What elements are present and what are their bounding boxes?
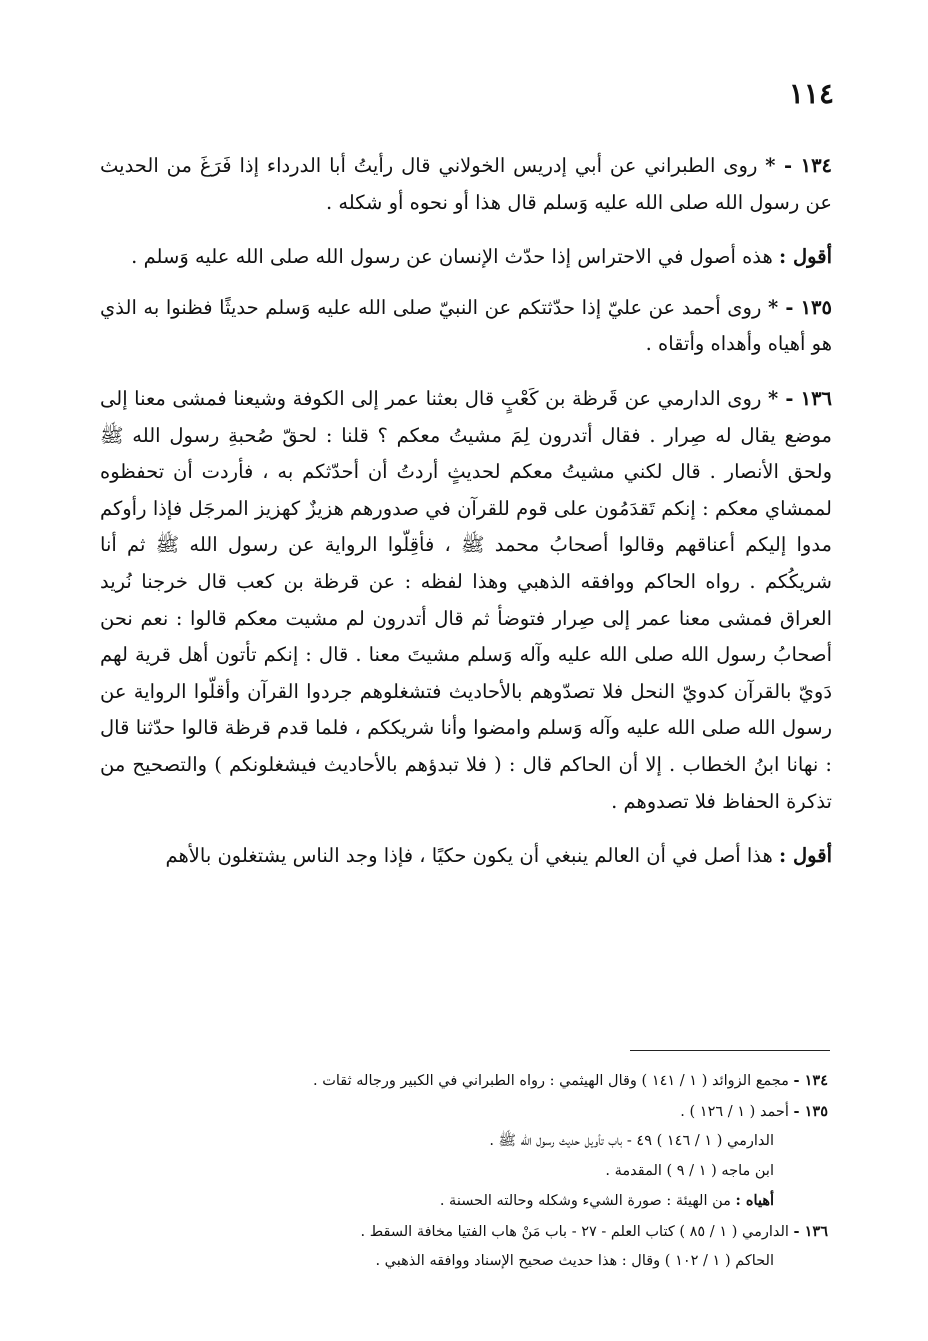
footnote bbox=[108, 1127, 828, 1157]
footnote-text: الدارمي ( ١ / ٨٥ ) كتاب العلم - ٢٧ - باب مَنْ هاب الفتيا مخافة السقط . bbox=[360, 1223, 789, 1240]
paragraph-text: روى الدارمي عن قَرظة بن كَعْبٍ قال بعثنا عمر إلى الكوفة وشيعنا فمشى معنا إلى موضع يقال له صِرار . فقال أتدرون لِمَ مشيتُ معكم ؟ قلنا : لحقّ صُحبةِ رسول الله ﷺ ولحق الأنصار . قال لكني مشيتُ معكم لحديثٍ أردتُ أن أحدّثكم به ، فأردت أن تحفظوه لممشاي معكم : إنكم تَقدَمُون على قوم للقرآن في صدورهم هزيزٌ كهزيز المرجَل فإذا رأوكم مدوا إليكم أعناقهم وقالوا أصحابُ محمد ﷺ ، فأقِلّوا الرواية عن رسول الله ﷺ ثم أنا شريكُكم . رواه الحاكم ووافقه الذهبي وهذا لفظه : عن قرظة بن كعب قال خرجنا نُريد العراق فمشى معنا عمر إلى صِرار فتوضأ ثم قال أتدرون لم مشيت معكم قالوا : نعم نحن أصحابُ رسول الله صلى الله عليه وآله وَسلم مشيتَ معنا . قال : إنكم تأتون أهل قرية لهم دَويّ بالقرآن كدويّ النحل فلا تصدّوهم بالأحاديث فتشغلوهم جردوا القرآن وأقلّوا الرواية عن رسول الله صلى الله عليه وآله وَسلم وامضوا وأنا شريككم ، فلما قدم قرظة قالوا حدّثنا قال : نهانا ابنُ الخطاب . إلا أن الحاكم قال : ( فلا تبدؤهم بالأحاديث فيشغلونكم ) والتصحيح من تذكرة الحفاظ فلا تصدوهم . bbox=[100, 386, 832, 813]
comment-lead: أقول : bbox=[779, 245, 832, 269]
footnote-text: مجمع الزوائد ( ١ / ١٤١ ) وقال الهيثمي : رواه الطبراني في الكبير ورجاله ثقات . bbox=[312, 1073, 789, 1089]
paragraph-comment-1 bbox=[100, 239, 832, 276]
footnote-text: من الهيئة : صورة الشيء وشكله وحالته الحسنة . bbox=[439, 1193, 731, 1209]
footnote-number: ١٣٥ - bbox=[793, 1102, 828, 1120]
footnote-text: الحاكم ( ١ / ١٠٢ ) وقال : هذا حديث صحيح الإسناد ووافقه الذهبي . bbox=[375, 1253, 774, 1269]
paragraph-text: هذه أصول في الاحتراس إذا حدّث الإنسان عن رسول الله صلى الله عليه وَسلم . bbox=[131, 245, 773, 269]
page-number: ١١٤ bbox=[788, 77, 834, 110]
footnote-text: ابن ماجه ( ١ / ٩ ) المقدمة . bbox=[605, 1162, 774, 1179]
footnote-text: الدارمي ( ١ / ١٤٦ ) ٤٩ - باب تأويل حديث رسول الله ﷺ . bbox=[489, 1133, 774, 1149]
paragraph-text: روى الطبراني عن أبي إدريس الخولاني قال رأيتُ أبا الدرداء إذا فَرَغَ من الحديث عن رسول الله صلى الله عليه وَسلم قال هذا أو نحوه أو شكله . bbox=[100, 154, 832, 214]
paragraph-136 bbox=[100, 381, 832, 820]
footnote-number: ١٣٦ - bbox=[793, 1222, 828, 1240]
footnote bbox=[108, 1186, 828, 1217]
paragraph-text: هذا أصل في أن العالم ينبغي أن يكون حكيًا ، فإذا وجد الناس يشتغلون بالأهم bbox=[165, 844, 773, 868]
paragraph-text: روى أحمد عن عليّ إذا حدّثتكم عن النبيّ صلى الله عليه وَسلم حديثًا فظنوا به الذي هو أهياه وأهداه وأتقاه . bbox=[100, 295, 832, 356]
footnote bbox=[108, 1247, 828, 1277]
hadith-number: ١٣٤ - * bbox=[765, 154, 833, 177]
main-text bbox=[100, 148, 832, 893]
footnote-number: ١٣٤ - bbox=[793, 1072, 828, 1089]
footnotes bbox=[108, 1066, 828, 1277]
paragraph-comment-2 bbox=[100, 838, 832, 875]
footnote bbox=[108, 1217, 828, 1248]
footnote bbox=[108, 1097, 828, 1128]
comment-lead: أقول : bbox=[779, 844, 832, 868]
footnote bbox=[108, 1157, 828, 1187]
footnote-text: أحمد ( ١ / ١٢٦ ) . bbox=[680, 1103, 789, 1120]
footnote-lead: أهياه : bbox=[735, 1192, 774, 1209]
paragraph-135 bbox=[100, 290, 832, 363]
footnote bbox=[108, 1066, 828, 1097]
paragraph-134 bbox=[100, 148, 832, 221]
hadith-number: ١٣٥ - * bbox=[767, 295, 832, 319]
footnote-divider bbox=[630, 1050, 830, 1051]
hadith-number: ١٣٦ - * bbox=[767, 386, 833, 410]
